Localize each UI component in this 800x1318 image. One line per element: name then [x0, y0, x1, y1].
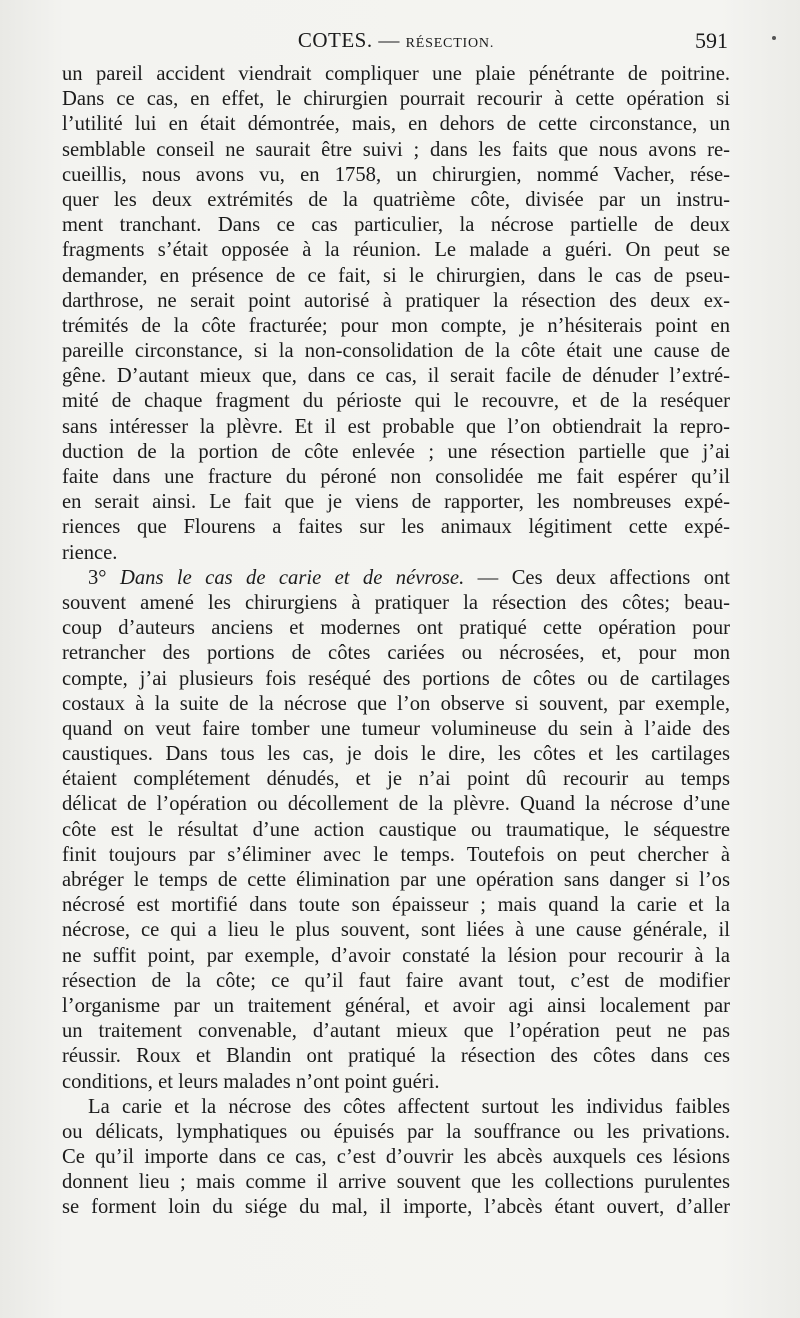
text-line: coup d’auteurs anciens et modernes ont pratiqué cette opération pour: [62, 617, 730, 640]
paragraph-continuation: [62, 62, 730, 566]
text-line: quand on veut faire tomber une tumeur volumineuse du sein à l’aide des: [62, 717, 730, 740]
section-number: 3°: [88, 566, 107, 589]
text-line: étaient complétement dénudés, et je n’ai point dû recourir au temps: [62, 768, 730, 791]
text-line: riences que Flourens a faites sur les animaux légitiment cette expé-: [62, 516, 730, 539]
text-line: ment tranchant. Dans ce cas particulier, la nécrose partielle de deux: [62, 214, 730, 237]
text-line: pareille circonstance, si la non-consolidation de la côte était une cause de: [62, 340, 730, 363]
text-line: résection de la côte; ce qu’il faut faire avant tout, c’est de modifier: [62, 969, 730, 992]
section-first-line-rest: — Ces deux affections ont: [477, 566, 731, 589]
text-line: nécrose, ce qui a lieu le plus souvent, sont liées à une cause générale, il: [62, 919, 730, 942]
text-line: trémités de la côte fracturée; pour mon compte, je n’hésiterais point en: [62, 314, 730, 337]
text-line: faite dans une fracture du péroné non consolidée me fait espérer qu’il: [62, 466, 730, 488]
page-number: 591: [695, 28, 728, 53]
text-line: en serait ainsi. Le fait que je viens de rapporter, les nombreuses expé-: [62, 491, 730, 514]
text-line: conditions, et leurs malades n’ont point guéri.: [62, 1070, 440, 1093]
text-line: semblable conseil ne saurait être suivi ; dans les faits que nous avons re-: [62, 138, 730, 161]
text-line: demander, en présence de ce fait, si le chirurgien, dans le cas de pseu-: [62, 264, 730, 287]
section-3-paragraph: [62, 566, 730, 1095]
text-line: Ce qu’il importe dans ce cas, c’est d’ouvrir les abcès auxquels ces lésions: [62, 1146, 730, 1169]
running-title-section: RÉSECTION.: [405, 36, 495, 51]
text-line: réussir. Roux et Blandin ont pratiqué la résection des côtes dans ces: [62, 1045, 730, 1068]
text-line: La carie et la nécrose des côtes affectent surtout les individus faibles: [88, 1095, 730, 1118]
text-line: darthrose, ne serait point autorisé à pratiquer la résection des deux ex-: [62, 289, 730, 312]
text-line: l’organisme par un traitement général, et avoir agi ainsi localement par: [62, 994, 730, 1017]
final-paragraph: [62, 1095, 730, 1221]
running-title: [62, 28, 730, 53]
text-line: duction de la portion de côte enlevée ; une résection partielle que j’ai: [62, 440, 730, 463]
text-line: souvent amené les chirurgiens à pratiquer la résection des côtes; beau-: [62, 591, 730, 614]
text-line: fragments s’était opposée à la réunion. Le malade a guéri. On peut se: [62, 239, 730, 262]
text-line: se forment loin du siége du mal, il importe, l’abcès étant ouvert, d’aller: [62, 1196, 730, 1219]
text-line: rience.: [62, 541, 118, 564]
text-line: finit toujours par s’éliminer avec le temps. Toutefois on peut chercher à: [62, 843, 730, 866]
text-line: costaux à la suite de la nécrose que l’on observe si souvent, par exemple,: [62, 692, 730, 715]
text-line: côte est le résultat d’une action caustique ou traumatique, le séquestre: [62, 818, 730, 841]
text-line: l’utilité lui en était démontrée, mais, en dehors de cette circonstance, un: [62, 113, 730, 136]
running-header: [62, 26, 730, 60]
section-3-first-line: [62, 566, 730, 591]
text-line: retrancher des portions de côtes cariées ou nécrosées, et, pour mon: [62, 642, 730, 665]
text-line: compte, j’ai plusieurs fois reséqué des portions de côtes ou de cartilages: [62, 667, 730, 690]
section-heading: Dans le cas de carie et de névrose.: [119, 566, 465, 589]
page-edge-speck: [772, 36, 776, 40]
text-line: gêne. D’autant mieux que, dans ce cas, il serait facile de dénuder l’extré-: [62, 365, 730, 388]
body-text: [62, 62, 730, 1221]
text-line: ne suffit point, par exemple, d’avoir constaté la lésion pour recourir à la: [62, 944, 730, 967]
text-line: donnent lieu ; mais comme il arrive souvent que les collections purulentes: [62, 1171, 730, 1194]
running-title-main: COTES. —: [297, 28, 406, 52]
text-line: ou délicats, lymphatiques ou épuisés par la souffrance ou les privations.: [62, 1120, 730, 1143]
text-line: caustiques. Dans tous les cas, je dois le dire, les côtes et les cartilages: [62, 743, 730, 766]
text-line: nécrosé est mortifié dans toute son épaisseur ; mais quand la carie et la: [62, 894, 730, 917]
text-line: abréger le temps de cette élimination par une opération sans danger si l’os: [62, 869, 730, 891]
text-line: cueillis, nous avons vu, en 1758, un chirurgien, nommé Vacher, rése-: [62, 163, 730, 186]
text-line: un pareil accident viendrait compliquer une plaie pénétrante de poitrine.: [62, 63, 730, 85]
text-line: quer les deux extrémités de la quatrième côte, divisée par un instru-: [62, 188, 730, 211]
text-line: délicat de l’opération ou décollement de la plèvre. Quand la nécrose d’une: [62, 793, 730, 816]
text-line: mité de chaque fragment du périoste qui le recouvre, et de la reséquer: [62, 390, 730, 413]
text-line: Dans ce cas, en effet, le chirurgien pourrait recourir à cette opération si: [62, 88, 730, 111]
text-line: un traitement convenable, d’autant mieux que l’opération peut ne pas: [62, 1020, 730, 1043]
text-line: sans intéresser la plèvre. Et il est probable que l’on obtiendrait la repro-: [62, 415, 730, 438]
